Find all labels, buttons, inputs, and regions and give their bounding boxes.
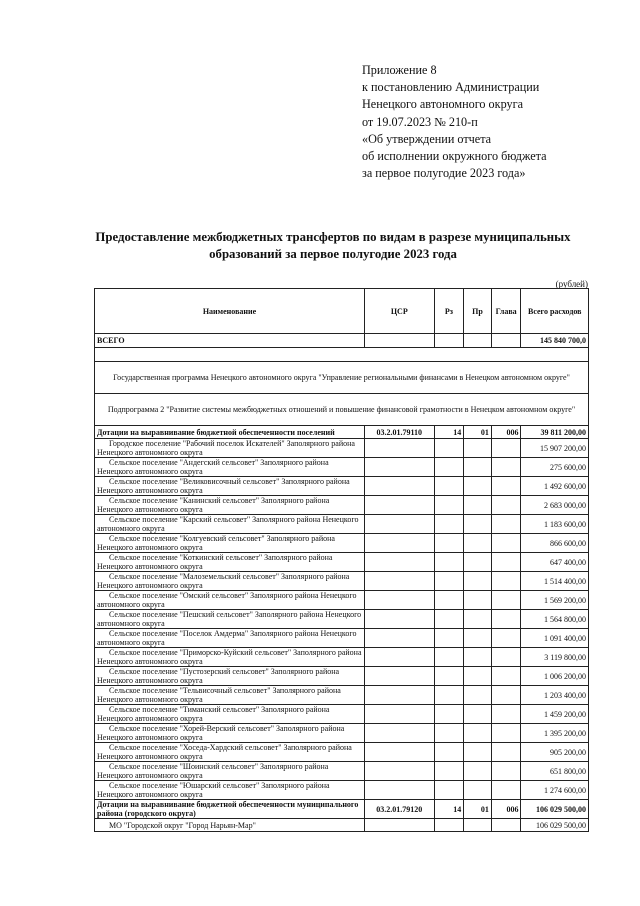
group1-sum: 39 811 200,00 (521, 426, 589, 439)
table-row (95, 458, 589, 477)
row-sum: 1 274 600,00 (521, 781, 589, 800)
group1-glava: 006 (491, 426, 521, 439)
table-row (95, 534, 589, 553)
row-name: Сельское поселение "Юшарский сельсовет" Заполярного района Ненецкого автономного округа (95, 781, 365, 800)
table-row (95, 496, 589, 515)
row-sum: 905 200,00 (521, 743, 589, 762)
table-row (95, 762, 589, 781)
row-sum: 2 683 000,00 (521, 496, 589, 515)
table-row (95, 743, 589, 762)
table-row (95, 610, 589, 629)
group1-name: Дотации на выравнивание бюджетной обеспеченности поселений (95, 426, 365, 439)
group1-csr: 03.2.01.79110 (365, 426, 435, 439)
table-row (95, 686, 589, 705)
table-row (95, 724, 589, 743)
subprogram-row (95, 394, 589, 426)
units-label: (рублей) (555, 279, 588, 289)
group2-glava: 006 (491, 800, 521, 819)
table-row (95, 648, 589, 667)
group2-csr: 03.2.01.79120 (365, 800, 435, 819)
total-row (95, 334, 589, 348)
appendix-block (362, 62, 547, 182)
table-row (95, 515, 589, 534)
document-title (92, 229, 574, 263)
program-name: Государственная программа Ненецкого автономного округа "Управление региональными финансами в Ненецком автономном округе" (95, 362, 589, 394)
row-sum: 1 183 600,00 (521, 515, 589, 534)
header-sum: Всего расходов (521, 289, 589, 334)
header-rz: Рз (434, 289, 464, 334)
row-name: Сельское поселение "Омский сельсовет" Заполярного района Ненецкого автономного округа (95, 591, 365, 610)
row-name: Сельское поселение "Пустозерский сельсовет" Заполярного района Ненецкого автономного округа (95, 667, 365, 686)
title-line-1: Предоставление межбюджетных трансфертов по видам в разрезе муниципальных (95, 230, 571, 244)
table-row (95, 553, 589, 572)
row-name: Сельское поселение "Хорей-Верский сельсовет" Заполярного района Ненецкого автономного округа (95, 724, 365, 743)
row-sum: 866 600,00 (521, 534, 589, 553)
row-sum: 1 091 400,00 (521, 629, 589, 648)
row-name: Сельское поселение "Пешский сельсовет" Заполярного района Ненецкого автономного округа (95, 610, 365, 629)
table-row (95, 439, 589, 458)
row-sum: 651 800,00 (521, 762, 589, 781)
row-name: Сельское поселение "Колгуевский сельсовет" Заполярного района Ненецкого автономного округа (95, 534, 365, 553)
table-row (95, 477, 589, 496)
table-row (95, 591, 589, 610)
row-sum: 1 395 200,00 (521, 724, 589, 743)
header-glava: Глава (491, 289, 521, 334)
appendix-line: к постановлению Администрации (362, 80, 540, 95)
group2-pr: 01 (464, 800, 492, 819)
table-row (95, 667, 589, 686)
last-sum: 106 029 500,00 (521, 819, 589, 832)
group2-sum: 106 029 500,00 (521, 800, 589, 819)
appendix-line: за первое полугодие 2023 года» (362, 166, 526, 181)
appendix-line: от 19.07.2023 № 210-п (362, 114, 478, 129)
program-row (95, 362, 589, 394)
row-name: Городское поселение "Рабочий поселок Искателей" Заполярного района Ненецкого автономного округа (95, 439, 365, 458)
group1-rz: 14 (434, 426, 464, 439)
appendix-line: «Об утверждении отчета (362, 131, 492, 146)
transfers-table (94, 288, 589, 832)
row-name: Сельское поселение "Канинский сельсовет" Заполярного района Ненецкого автономного округа (95, 496, 365, 515)
header-name: Наименование (95, 289, 365, 334)
table-header-row (95, 289, 589, 334)
row-name: Сельское поселение "Малоземельский сельсовет" Заполярного района Ненецкого автономного округа (95, 572, 365, 591)
row-sum: 1 459 200,00 (521, 705, 589, 724)
row-sum: 1 006 200,00 (521, 667, 589, 686)
row-name: Сельское поселение "Карский сельсовет" Заполярного района Ненецкого автономного округа (95, 515, 365, 534)
header-pr: Пр (464, 289, 492, 334)
subprogram-name: Подпрограмма 2 "Развитие системы межбюджетных отношений и повышение финансовой грамотности в Ненецком автономном округе" (95, 394, 589, 426)
group2-name: Дотации на выравнивание бюджетной обеспеченности муниципального района (городского округа) (95, 800, 365, 819)
table-row (95, 629, 589, 648)
row-name: Сельское поселение "Тиманский сельсовет" Заполярного района Ненецкого автономного округа (95, 705, 365, 724)
header-csr: ЦСР (365, 289, 435, 334)
row-name: Сельское поселение "Андегский сельсовет" Заполярного района Ненецкого автономного округа (95, 458, 365, 477)
row-sum: 1 569 200,00 (521, 591, 589, 610)
row-sum: 275 600,00 (521, 458, 589, 477)
group1-row (95, 426, 589, 439)
table-row (95, 705, 589, 724)
row-name: Сельское поселение "Приморско-Куйский сельсовет" Заполярного района Ненецкого автономного округа (95, 648, 365, 667)
appendix-line: Ненецкого автономного округа (362, 97, 524, 112)
appendix-line: Приложение 8 (362, 63, 437, 77)
row-sum: 1 564 800,00 (521, 610, 589, 629)
row-name: Сельское поселение "Великовисочный сельсовет" Заполярного района Ненецкого автономного округа (95, 477, 365, 496)
title-line-2: образований за первое полугодие 2023 года (209, 247, 457, 261)
row-name: Сельское поселение "Шоинский сельсовет" Заполярного района Ненецкого автономного округа (95, 762, 365, 781)
row-sum: 15 907 200,00 (521, 439, 589, 458)
appendix-line: об исполнении окружного бюджета (362, 149, 547, 164)
total-name: ВСЕГО (95, 334, 365, 348)
row-sum: 1 514 400,00 (521, 572, 589, 591)
group2-row (95, 800, 589, 819)
last-name: МО "Городской округ "Город Нарьян-Мар" (95, 819, 365, 832)
row-name: Сельское поселение "Тельвисочный сельсовет" Заполярного района Ненецкого автономного округа (95, 686, 365, 705)
table-row (95, 781, 589, 800)
row-name: Сельское поселение "Поселок Амдерма" Заполярного района Ненецкого автономного округа (95, 629, 365, 648)
group1-pr: 01 (464, 426, 492, 439)
row-sum: 1 492 600,00 (521, 477, 589, 496)
row-sum: 1 203 400,00 (521, 686, 589, 705)
table-row (95, 572, 589, 591)
group2-rz: 14 (434, 800, 464, 819)
row-sum: 647 400,00 (521, 553, 589, 572)
row-name: Сельское поселение "Коткинский сельсовет" Заполярного района Ненецкого автономного округа (95, 553, 365, 572)
total-sum: 145 840 700,0 (521, 334, 589, 348)
row-sum: 3 119 800,00 (521, 648, 589, 667)
last-row (95, 819, 589, 832)
row-name: Сельское поселение "Хоседа-Хардский сельсовет" Заполярного района Ненецкого автономного округа (95, 743, 365, 762)
spacer-row (95, 348, 589, 362)
